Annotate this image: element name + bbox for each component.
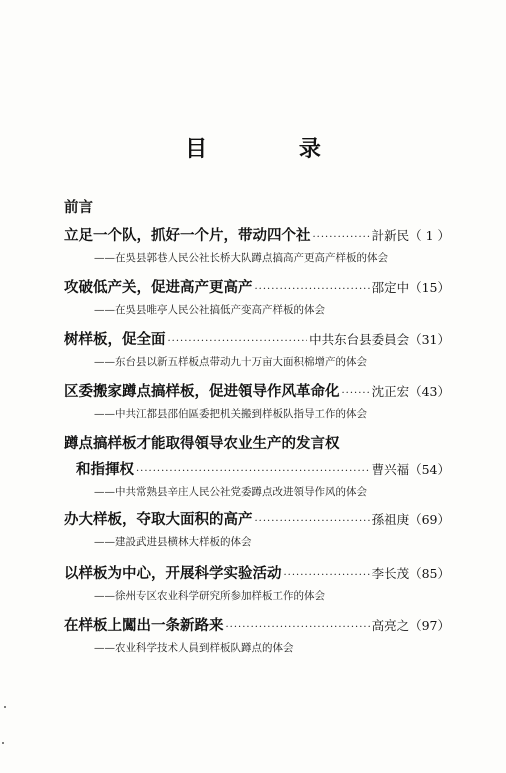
entry-author-page: 沈正宏（43）	[371, 384, 450, 399]
dot-leader	[168, 332, 308, 352]
entry-author-page: 邵定中（15）	[371, 280, 450, 295]
toc-entry[interactable]	[64, 330, 450, 370]
entry-author-page: 中共东台县委員会（31）	[309, 332, 450, 347]
entry-author-page: 李长茂（85）	[371, 566, 450, 581]
entry-subtitle: ——在吳县郭巷人民公社长桥大队蹲点搞高产更高产样板的体会	[94, 252, 388, 264]
dot-leader	[255, 512, 370, 532]
entry-title: 区委搬家蹲点搞样板，促进領导作风革命化	[64, 383, 340, 400]
entry-author-page: 孫祖庚（69）	[371, 512, 450, 527]
toc-entry[interactable]	[64, 434, 450, 500]
entry-author-page: 高亮之（97）	[371, 618, 450, 633]
scan-speck	[2, 742, 4, 744]
page-title: 目 录	[185, 136, 363, 162]
toc-entry[interactable]	[64, 382, 450, 422]
entry-subtitle: ——中共常熟县辛庄人民公社党委蹲点改进領导作风的体会	[94, 486, 367, 498]
scan-speck	[4, 706, 6, 708]
entry-title: 办大样板，夺取大面积的高产	[64, 511, 253, 528]
entry-subtitle: ——中共江都县邵伯區委把机关搬到样板队指导工作的体会	[94, 408, 367, 420]
entry-title: 立足一个队，抓好一个片，带动四个社	[64, 227, 311, 244]
toc-entry[interactable]	[64, 510, 450, 550]
toc-entry[interactable]	[64, 278, 450, 318]
entry-subtitle: ——建設武进县横林大样板的体会	[94, 536, 252, 548]
entry-title: 攻破低产关，促进高产更高产	[64, 279, 253, 296]
toc-entry[interactable]	[64, 226, 450, 266]
entry-subtitle: ——徐州专区农业科学研究所参加样板工作的体会	[94, 590, 325, 602]
dot-leader	[255, 280, 370, 300]
dot-leader	[136, 462, 370, 482]
entry-subtitle: ——农业科学技术人員到样板队蹲点的体会	[94, 642, 294, 654]
entry-title: 以样板为中心，开展科学实验活动	[64, 565, 282, 582]
entry-title-continued: 和指揮权	[76, 461, 134, 478]
entry-author-page: 曹兴福（54）	[371, 462, 450, 477]
entry-author-page: 計新民（ 1 ）	[371, 228, 450, 243]
dot-leader	[342, 384, 370, 404]
entry-title: 在样板上闖出一条新路来	[64, 617, 224, 634]
dot-leader	[226, 618, 370, 638]
preface-heading: 前言	[64, 199, 93, 216]
toc-entry[interactable]	[64, 564, 450, 604]
entry-subtitle: ——在吳县唯亭人民公社搞低产变高产样板的体会	[94, 304, 325, 316]
entry-title: 树样板，促全面	[64, 331, 166, 348]
dot-leader	[284, 566, 370, 586]
toc-entry[interactable]	[64, 616, 450, 656]
entry-subtitle: ——东台县以新五样板点带动九十万亩大面积棉增产的体会	[94, 356, 367, 368]
dot-leader	[313, 228, 370, 248]
entry-title: 蹲点搞样板才能取得領导农业生产的发言权	[64, 435, 340, 452]
